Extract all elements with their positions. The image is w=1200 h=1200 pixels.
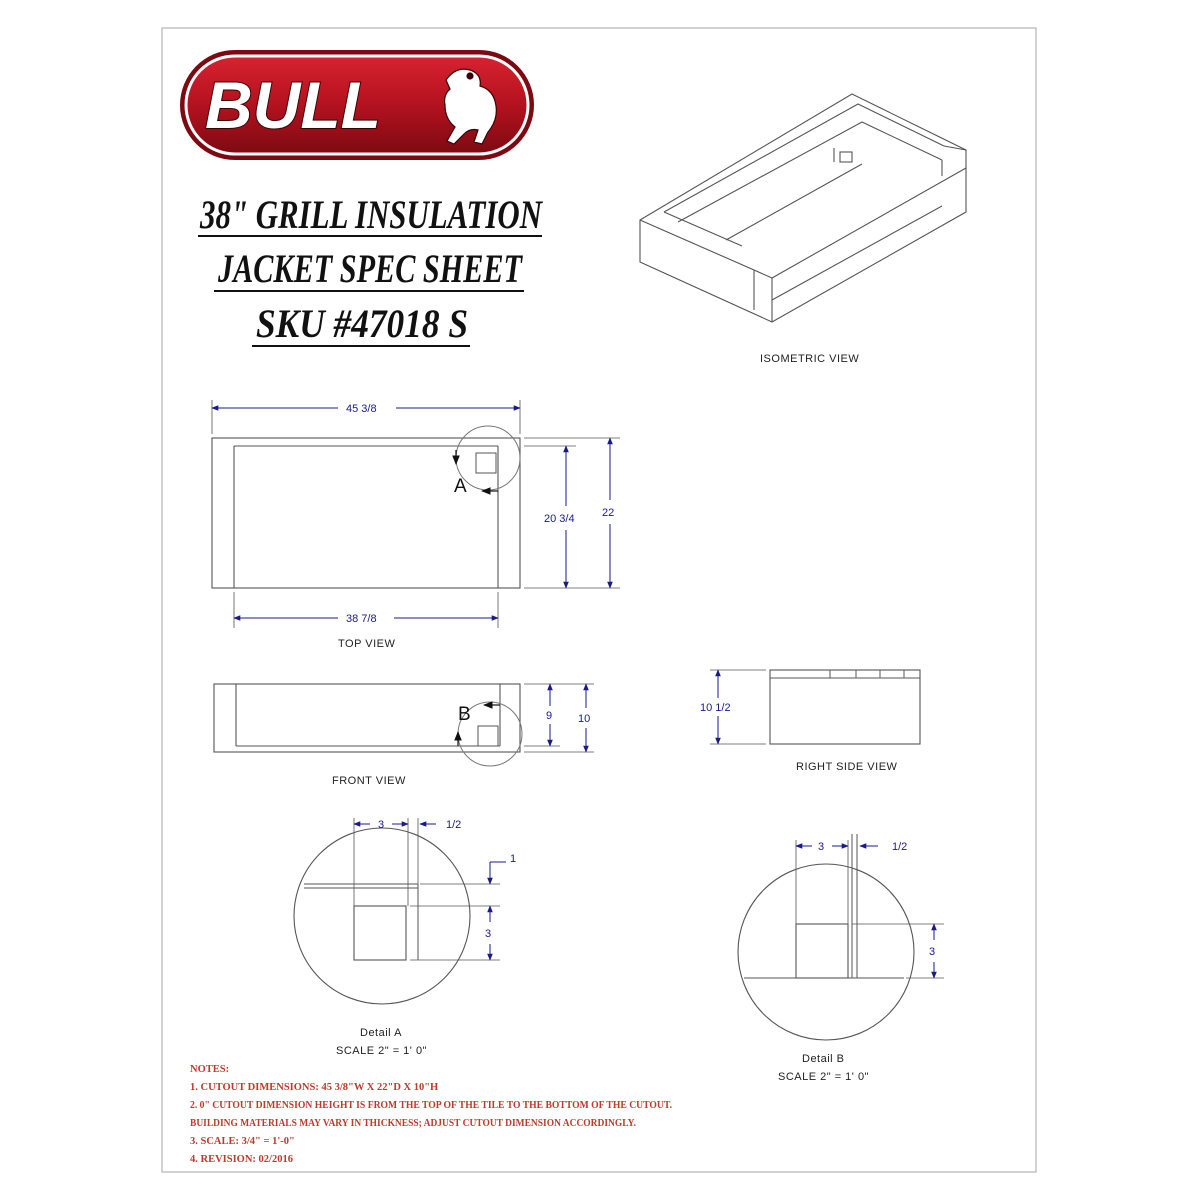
- detail-b-height-dimension: 3: [929, 946, 936, 958]
- top-view-caption: TOP VIEW: [338, 638, 396, 650]
- note-1: 1. CUTOUT DIMENSIONS: 45 3/8"W X 22"D X 10"H: [190, 1082, 439, 1093]
- right-side-view-caption: RIGHT SIDE VIEW: [796, 761, 898, 773]
- detail-b-label: Detail B: [802, 1053, 845, 1065]
- detail-b-width-dimension: 3: [818, 841, 825, 853]
- note-3: 3. SCALE: 3/4" = 1'-0": [190, 1136, 295, 1147]
- detail-a-top-dimension: 1: [510, 853, 517, 865]
- front-inner-height-dimension: 9: [546, 710, 553, 722]
- detail-a-gap-dimension: 1/2: [446, 819, 462, 831]
- top-depth-dimension: 22: [602, 507, 615, 519]
- detail-a-label: Detail A: [360, 1027, 402, 1039]
- callout-b-label: B: [458, 704, 471, 725]
- logo-text: BULL: [205, 68, 381, 142]
- top-inner-width-dimension: 38 7/8: [346, 613, 377, 625]
- bull-logo: [180, 50, 534, 160]
- title-line-2: JACKET SPEC SHEET: [217, 246, 524, 291]
- detail-a-scale: SCALE 2" = 1' 0": [336, 1045, 427, 1057]
- detail-b-gap-dimension: 1/2: [892, 841, 908, 853]
- notes-heading: NOTES:: [190, 1064, 230, 1075]
- note-2b: BUILDING MATERIALS MAY VARY IN THICKNESS; ADJUST CUTOUT DIMENSION ACCORDINGLY.: [190, 1118, 637, 1129]
- top-width-dimension: 45 3/8: [346, 403, 377, 415]
- title-line-1: 38" GRILL INSULATION: [199, 192, 544, 237]
- front-height-dimension: 10: [578, 713, 591, 725]
- detail-b-scale: SCALE 2" = 1' 0": [778, 1071, 869, 1083]
- front-view-caption: FRONT VIEW: [332, 775, 406, 787]
- detail-a-height-dimension: 3: [485, 928, 492, 940]
- title-line-3: SKU #47018 S: [256, 301, 468, 346]
- side-height-dimension: 10 1/2: [700, 702, 731, 714]
- callout-a-label: A: [454, 476, 467, 497]
- top-inner-depth-dimension: 20 3/4: [544, 513, 575, 525]
- note-2a: 2. 0" CUTOUT DIMENSION HEIGHT IS FROM THE TOP OF THE TILE TO THE BOTTOM OF THE CUTOUT.: [190, 1100, 673, 1111]
- detail-a-width-dimension: 3: [378, 819, 385, 831]
- isometric-view-caption: ISOMETRIC VIEW: [760, 353, 860, 365]
- note-4: 4. REVISION: 02/2016: [190, 1154, 293, 1165]
